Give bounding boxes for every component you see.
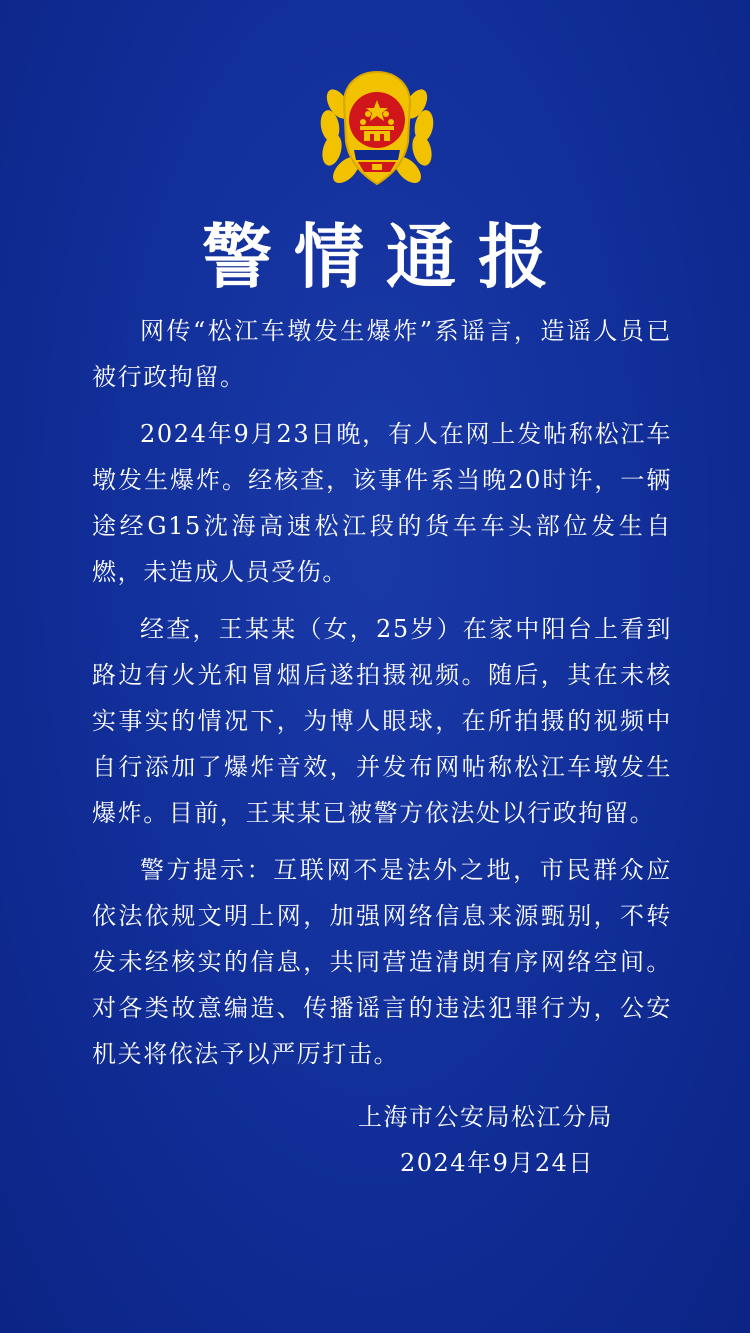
signature-organization: 上海市公安局松江分局 — [358, 1103, 613, 1131]
notice-paragraph: 警方提示：互联网不是法外之地，市民群众应依法依规文明上网，加强网络信息来源甄别，不转发未经核实的信息，共同营造清朗有序网络空间。对各类故意编造、传播谣言的违法犯罪行为，公安机关将依法予以严厉打击。 — [92, 856, 672, 1068]
notice-paragraph: 经查，王某某（女，25岁）在家中阳台上看到路边有火光和冒烟后遂拍摄视频。随后，其在未核实事实的情况下，为博人眼球，在所拍摄的视频中自行添加了爆炸音效，并发布网帖称松江车墩发生爆炸。目前，王某某已被警方依法处以行政拘留。 — [92, 615, 672, 827]
notice-title: 警情通报 — [202, 216, 570, 298]
notice-paragraph: 2024年9月23日晚，有人在网上发帖称松江车墩发生爆炸。经核查，该事件系当晚20时许，一辆途经G15沈海高速松江段的货车车头部位发生自燃，未造成人员受伤。 — [92, 420, 672, 586]
signature-date: 2024年9月24日 — [400, 1149, 594, 1177]
notice-paragraph: 网传“松江车墩发生爆炸”系谣言，造谣人员已被行政拘留。 — [92, 317, 672, 391]
notice-body — [92, 308, 672, 1088]
police-emblem-icon — [318, 64, 436, 192]
